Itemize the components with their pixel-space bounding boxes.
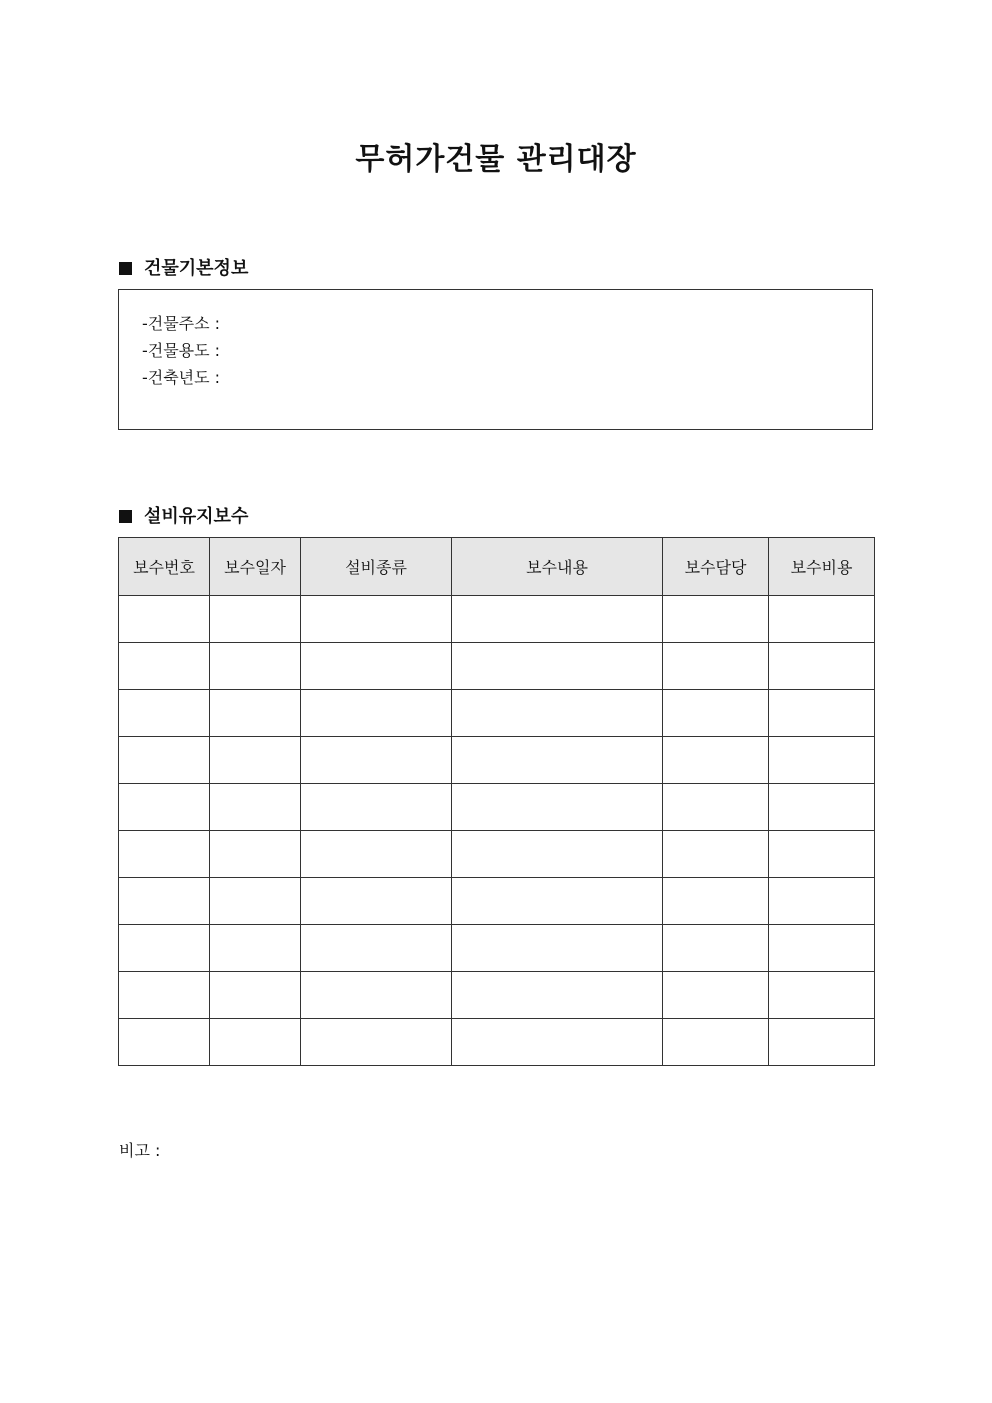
table-cell[interactable] [663,784,769,831]
table-cell[interactable] [663,1019,769,1066]
table-cell[interactable] [119,925,210,972]
table-cell[interactable] [210,596,301,643]
table-cell[interactable] [301,643,452,690]
table-cell[interactable] [769,784,875,831]
table-cell[interactable] [301,737,452,784]
square-bullet-icon [119,510,132,523]
column-header-repair-content: 보수내용 [452,538,663,596]
table-cell[interactable] [769,925,875,972]
table-cell[interactable] [769,972,875,1019]
table-cell[interactable] [452,784,663,831]
table-cell[interactable] [210,690,301,737]
table-cell[interactable] [301,878,452,925]
table-cell[interactable] [119,643,210,690]
table-cell[interactable] [119,831,210,878]
table-header-row [119,538,875,596]
square-bullet-icon [119,262,132,275]
section-heading-label: 건물기본정보 [144,258,249,279]
table-cell[interactable] [301,596,452,643]
table-cell[interactable] [663,737,769,784]
table-cell[interactable] [301,831,452,878]
remark-label: 비고 : [119,1141,161,1160]
table-cell[interactable] [452,643,663,690]
table-cell[interactable] [210,925,301,972]
table-cell[interactable] [452,878,663,925]
table-cell[interactable] [210,737,301,784]
table-row [119,878,875,925]
table-row [119,831,875,878]
table-cell[interactable] [301,1019,452,1066]
table-cell[interactable] [210,878,301,925]
section-heading-maintenance [119,502,248,528]
table-cell[interactable] [301,690,452,737]
table-row [119,690,875,737]
table-cell[interactable] [452,925,663,972]
table-cell[interactable] [210,831,301,878]
table-cell[interactable] [663,643,769,690]
table-cell[interactable] [452,737,663,784]
table-cell[interactable] [119,972,210,1019]
table-cell[interactable] [119,784,210,831]
table-cell[interactable] [769,831,875,878]
basic-info-box [118,289,873,430]
table-cell[interactable] [210,972,301,1019]
column-header-repair-date: 보수일자 [210,538,301,596]
table-row [119,1019,875,1066]
field-construction-year: -건축년도 : [142,368,221,387]
table-cell[interactable] [119,737,210,784]
table-cell[interactable] [769,596,875,643]
field-building-use: -건물용도 : [142,341,221,360]
table-cell[interactable] [119,690,210,737]
table-cell[interactable] [119,878,210,925]
table-cell[interactable] [301,972,452,1019]
section-heading-basic-info [119,254,248,280]
table-cell[interactable] [769,643,875,690]
maintenance-table [118,537,875,1066]
column-header-repair-manager: 보수담당 [663,538,769,596]
table-cell[interactable] [452,972,663,1019]
table-cell[interactable] [769,690,875,737]
table-cell[interactable] [769,737,875,784]
table-cell[interactable] [663,831,769,878]
table-cell[interactable] [452,596,663,643]
table-cell[interactable] [769,1019,875,1066]
table-row [119,596,875,643]
table-row [119,643,875,690]
table-row [119,925,875,972]
table-cell[interactable] [663,972,769,1019]
table-cell[interactable] [301,925,452,972]
table-row [119,737,875,784]
document-title: 무허가건물 관리대장 [355,142,637,177]
table-cell[interactable] [663,925,769,972]
table-cell[interactable] [210,1019,301,1066]
table-cell[interactable] [452,831,663,878]
table-cell[interactable] [301,784,452,831]
table-cell[interactable] [119,596,210,643]
table-cell[interactable] [663,690,769,737]
column-header-repair-cost: 보수비용 [769,538,875,596]
column-header-equipment-type: 설비종류 [301,538,452,596]
field-building-address: -건물주소 : [142,314,221,333]
table-cell[interactable] [452,1019,663,1066]
column-header-repair-number: 보수번호 [119,538,210,596]
table-cell[interactable] [663,596,769,643]
section-heading-label: 설비유지보수 [144,506,249,527]
table-row [119,784,875,831]
table-row [119,972,875,1019]
table-cell[interactable] [663,878,769,925]
table-cell[interactable] [769,878,875,925]
table-cell[interactable] [210,784,301,831]
table-cell[interactable] [210,643,301,690]
table-cell[interactable] [119,1019,210,1066]
table-cell[interactable] [452,690,663,737]
